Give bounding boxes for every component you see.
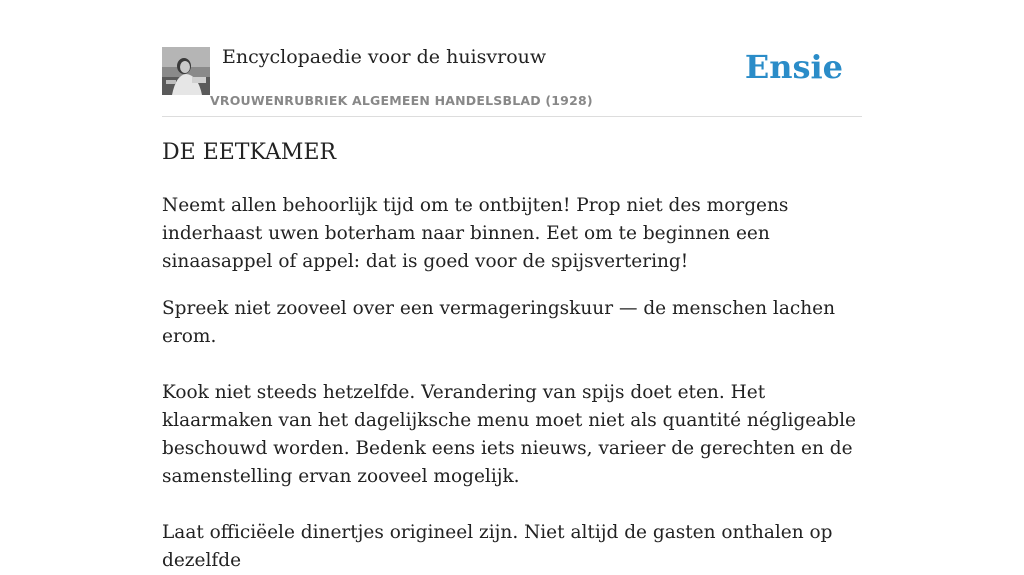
avatar[interactable]: [162, 47, 210, 95]
article-body: [162, 192, 862, 575]
paragraph: Spreek niet zooveel over een vermageringskuur — de menschen lachen erom.: [162, 298, 836, 347]
source-header: [162, 0, 862, 117]
source-title[interactable]: Encyclopaedie voor de huisvrouw: [222, 46, 547, 68]
paragraph: Kook niet steeds hetzelfde. Verandering van spijs doet eten. Het klaarmaken van het dagelijksche menu moet niet als quantité négligeable beschouwd worden. Bedenk eens iets nieuws, varieer de gerechten en de samenstelling ervan zooveel mogelijk.: [162, 382, 856, 487]
author-photo-icon: [162, 47, 210, 95]
article-title: DE EETKAMER: [162, 140, 337, 165]
source-subtitle[interactable]: VROUWENRUBRIEK ALGEMEEN HANDELSBLAD (1928): [210, 93, 593, 108]
brand-logo[interactable]: Ensie: [744, 48, 843, 86]
paragraph: Neemt allen behoorlijk tijd om te ontbijten! Prop niet des morgens inderhaast uwen boterham naar binnen. Eet om te beginnen een sinaasappel of appel: dat is goed voor de spijsvertering!: [162, 195, 789, 272]
paragraph: Laat officiëele dinertjes origineel zijn. Niet altijd de gasten onthalen op dezelfde: [162, 522, 833, 571]
page-container: [162, 0, 862, 571]
